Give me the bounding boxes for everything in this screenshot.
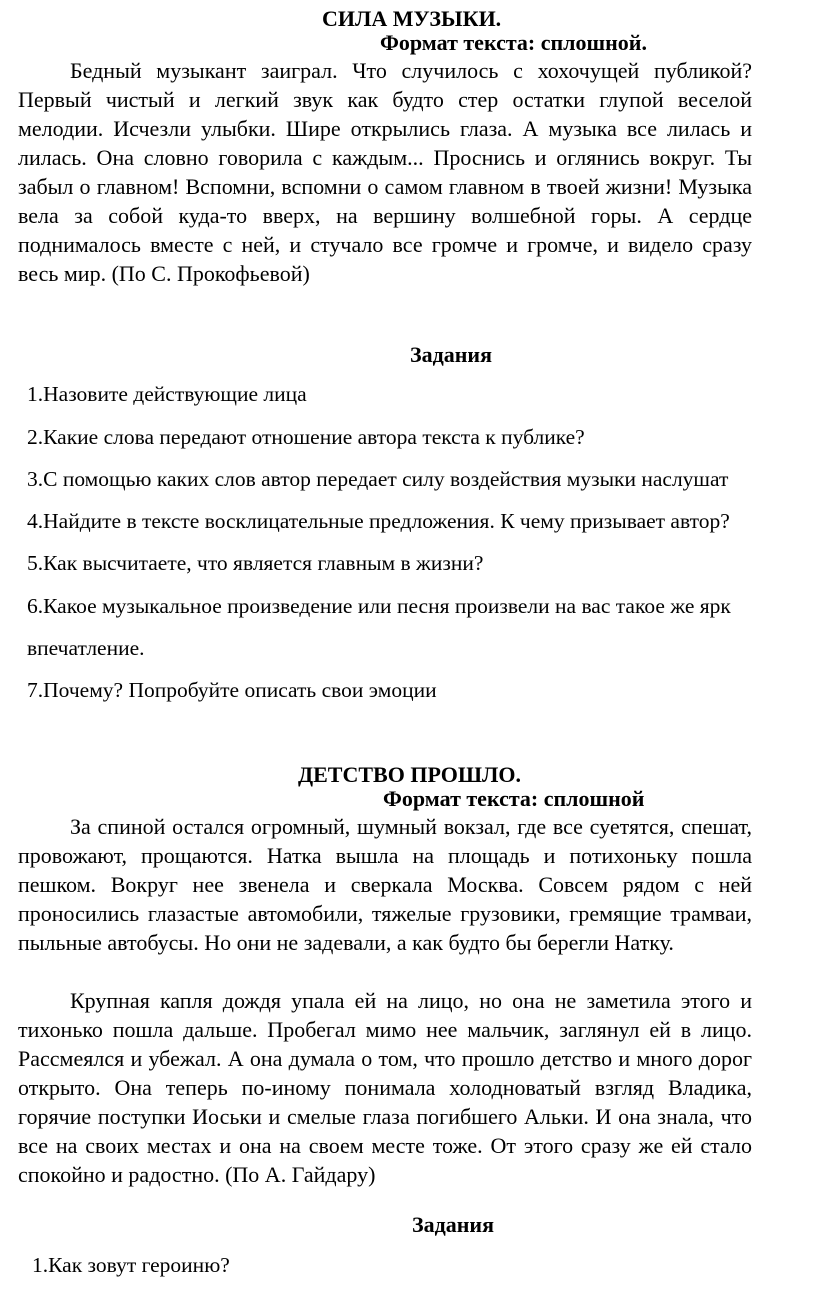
section2-paragraph-1: За спиной остался огромный, шумный вокзал, где все суетятся, спешат, провожают, прощаются. Натка вышла на площадь и потихоньку пошла пешком. Вокруг нее звенела и сверкала Москва. Совсем рядом с ней проносились глазастые автомобили, тяжелые грузовики, гремящие трамваи, пыльные автобусы. Но они не задевали, а как будто бы берегли Натку. (18, 814, 752, 955)
section2-paragraph-2: Крупная капля дождя упала ей на лицо, но она не заметила этого и тихонько пошла дальше. Пробегал мимо нее мальчик, заглянул ей в лицо. Рассмеялся и убежал. А она думала о том, что прошло детство и много дорог открыто. Она теперь по-иному понимала холодноватый взгляд Владика, горячие поступки Иоськи и смелые глаза погибшего Альки. И она знала, что все на своих местах и она на своем месте тоже. От этого сразу же ей стало спокойно и радостно. (По А. Гайдару) (18, 988, 752, 1187)
section1-format: Формат текста: сплошной. (380, 30, 647, 55)
section1-task-6: 6.Какое музыкальное произведение или песня произвели на вас такое же ярк (27, 594, 731, 618)
section2-title: ДЕТСТВО ПРОШЛО. (298, 762, 522, 787)
section1-task-6-cont: впечатление. (27, 636, 145, 660)
section2-tasks-heading: Задания (412, 1212, 494, 1237)
section1-task-1: 1.Назовите действующие лица (27, 382, 307, 406)
section1-tasks-heading: Задания (410, 342, 492, 367)
section1-task-4: 4.Найдите в тексте восклицательные предложения. К чему призывает автор? (27, 509, 730, 533)
section1-text: Бедный музыкант заиграл. Что случилось с хохочущей публикой? Первый чистый и легкий звук как будто стер остатки глупой веселой мелодии. Исчезли улыбки. Шире открылись глаза. А музыка все лилась и лилась. Она словно говорила с каждым... Проснись и оглянись вокруг. Ты забыл о главном! Вспомни, вспомни о самом главном в твоей жизни! Музыка вела за собой куда-то вверх, на вершину волшебной горы. А сердце поднималось вместе с ней, и стучало все громче и громче, и видело сразу весь мир. (По С. Прокофьевой) (18, 58, 752, 286)
section1-task-3: 3.С помощью каких слов автор передает силу воздействия музыки наслушат (27, 467, 729, 491)
section1-title: СИЛА МУЗЫКИ. (322, 6, 502, 31)
section1-task-7: 7.Почему? Попробуйте описать свои эмоции (27, 678, 437, 702)
section1-task-2: 2.Какие слова передают отношение автора текста к публике? (27, 425, 585, 449)
section1-task-5: 5.Как высчитаете, что является главным в жизни? (27, 551, 484, 575)
section2-format: Формат текста: сплошной (383, 786, 645, 811)
section2-task-1: 1.Как зовут героиню? (32, 1253, 230, 1277)
